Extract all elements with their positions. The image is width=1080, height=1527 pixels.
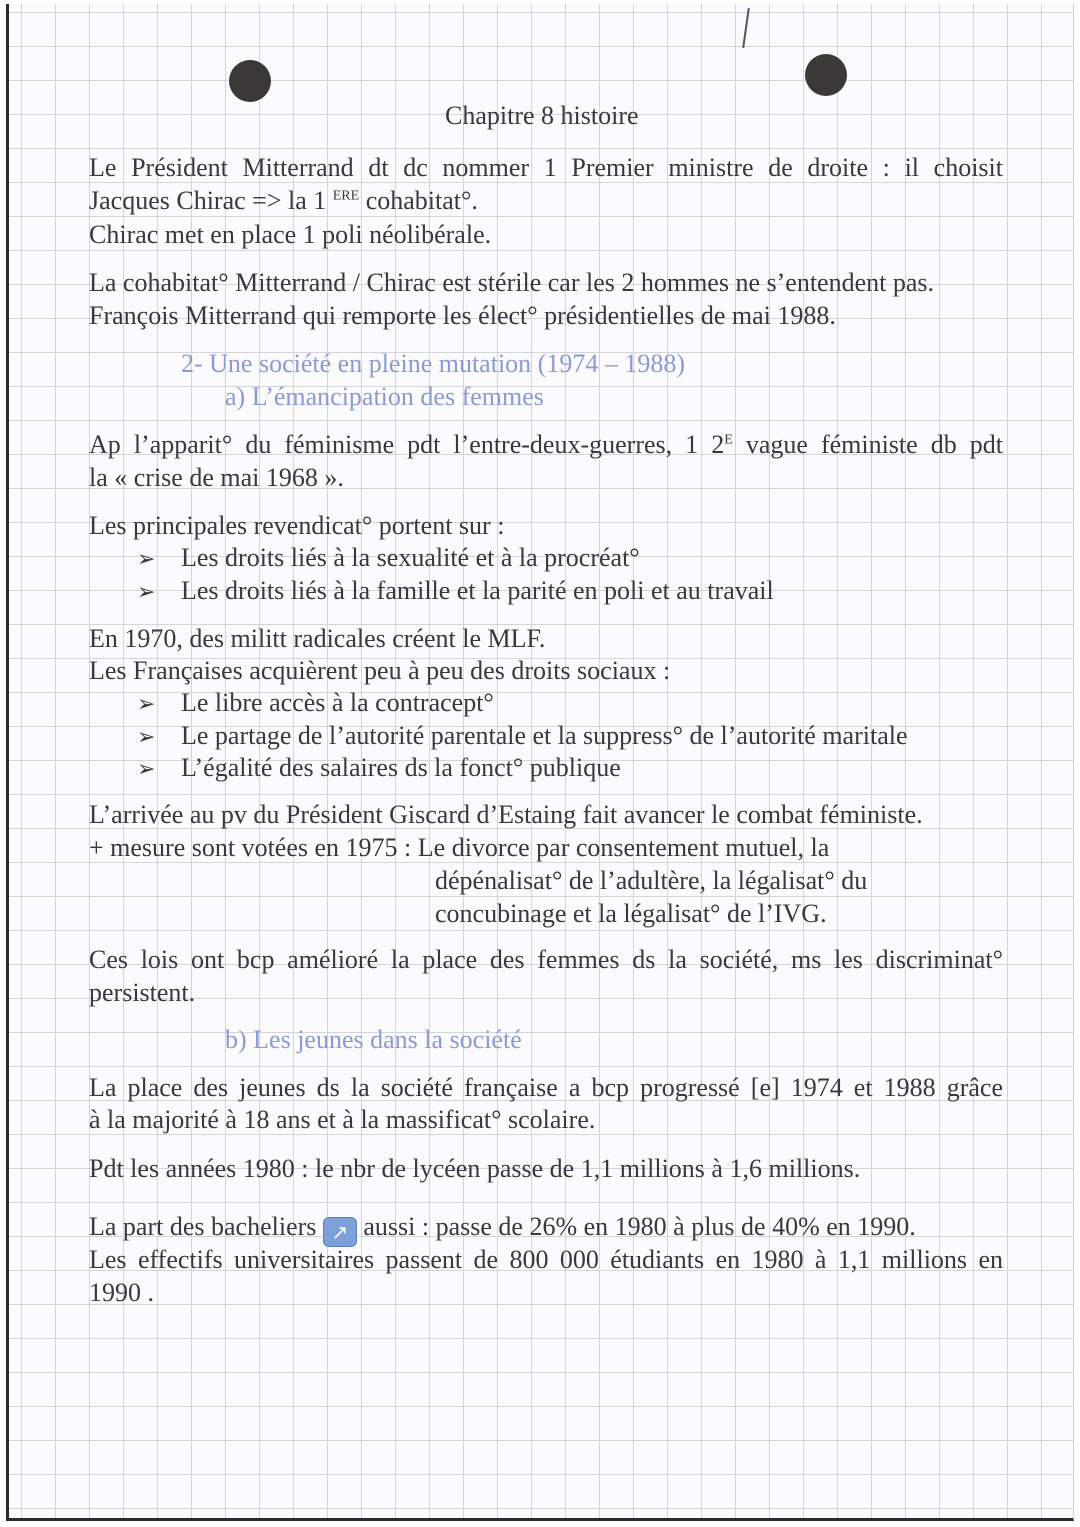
paragraph-line: dépénalisat° de l’adultère, la légalisat° du <box>435 866 868 895</box>
section-heading: 2- Une société en pleine mutation (1974 – 1988) <box>181 349 685 378</box>
paragraph-line: 1990 . <box>89 1278 154 1307</box>
arrow-bullet-icon: ➢ <box>137 724 156 749</box>
arrow-bullet-icon: ➢ <box>137 546 156 571</box>
paragraph-line: La part des bacheliers ↗ aussi : passe de 26% en 1980 à plus de 40% en 1990. <box>89 1211 916 1247</box>
arrow-up-right-icon: ↗ <box>323 1217 357 1247</box>
paragraph-line: Le Président Mitterrand dt dc nommer 1 Premier ministre de droite : il choisit <box>89 153 1003 182</box>
paragraph-line: En 1970, des militt radicales créent le MLF. <box>89 624 546 653</box>
page-title: Chapitre 8 histoire <box>445 101 639 130</box>
paragraph-line: persistent. <box>89 978 196 1007</box>
superscript: ERE <box>332 188 360 204</box>
list-item: ➢ Les droits liés à la sexualité et à la procréat° <box>137 542 640 575</box>
paragraph-line: la « crise de mai 1968 ». <box>89 463 344 492</box>
punch-hole-right <box>805 54 847 96</box>
list-item: ➢ L’égalité des salaires ds la fonct° publique <box>137 752 621 785</box>
list-item: ➢ Les droits liés à la famille et la parité en poli et au travail <box>137 575 774 608</box>
paragraph-line: + mesure sont votées en 1975 : Le divorce par consentement mutuel, la <box>89 833 830 862</box>
subsection-heading: a) L’émancipation des femmes <box>225 382 544 411</box>
list-item: ➢ Le libre accès à la contracept° <box>137 687 494 720</box>
paragraph-line: Pdt les années 1980 : le nbr de lycéen passe de 1,1 millions à 1,6 millions. <box>89 1154 861 1183</box>
paragraph-line: La place des jeunes ds la société française a bcp progressé [e] 1974 et 1988 grâce <box>89 1073 1003 1102</box>
arrow-bullet-icon: ➢ <box>137 579 156 604</box>
notebook-page <box>6 4 1074 1521</box>
paragraph-line: concubinage et la légalisat° de l’IVG. <box>435 899 827 928</box>
paragraph-line: à la majorité à 18 ans et à la massificat° scolaire. <box>89 1105 596 1134</box>
superscript: E <box>724 432 733 448</box>
arrow-bullet-icon: ➢ <box>137 691 156 716</box>
punch-hole-left <box>229 60 271 102</box>
list-item: ➢ Le partage de l’autorité parentale et la suppress° de l’autorité maritale <box>137 720 908 753</box>
paragraph-line: L’arrivée au pv du Président Giscard d’Estaing fait avancer le combat féministe. <box>89 800 923 829</box>
arrow-bullet-icon: ➢ <box>137 756 156 781</box>
paragraph-line: Chirac met en place 1 poli néolibérale. <box>89 220 492 249</box>
paragraph-line: Les principales revendicat° portent sur : <box>89 511 505 540</box>
paragraph-line: Ap l’apparit° du féminisme pdt l’entre-deux-guerres, 1 $2^E$ vague féministe db pdt <box>89 430 1003 459</box>
paragraph-line: Jacques Chirac => la 1 $^{ERE}$ cohabitat°. <box>89 186 478 215</box>
paragraph-line: François Mitterrand qui remporte les élect° présidentielles de mai 1988. <box>89 301 836 330</box>
paragraph-line: Les effectifs universitaires passent de 800 000 étudiants en 1980 à 1,1 millions en <box>89 1245 1003 1274</box>
subsection-heading: b) Les jeunes dans la société <box>225 1025 522 1054</box>
paragraph-line: Les Françaises acquièrent peu à peu des droits sociaux : <box>89 656 671 685</box>
paragraph-line: La cohabitat° Mitterrand / Chirac est stérile car les 2 hommes ne s’entendent pas. <box>89 268 934 297</box>
pencil-stroke <box>742 8 750 48</box>
paragraph-line: Ces lois ont bcp amélioré la place des femmes ds la société, ms les discriminat° <box>89 945 1003 974</box>
